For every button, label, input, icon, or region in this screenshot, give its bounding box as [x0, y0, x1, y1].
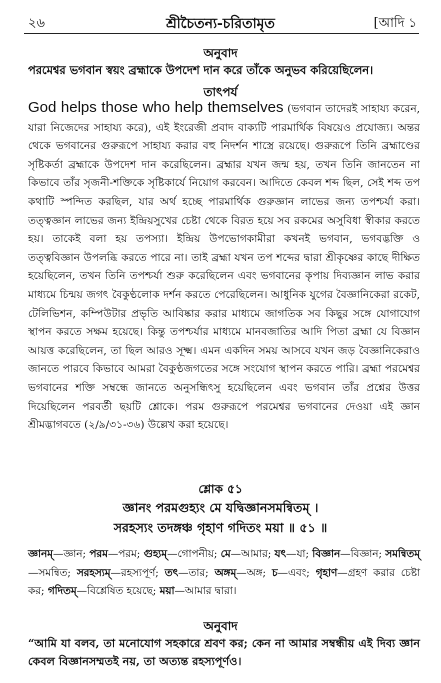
synonym-meaning: বিশ্লেষিত হয়েছে	[87, 585, 153, 598]
synonym-word: মে	[220, 548, 231, 560]
verse-line-2: সরহস্যং তদঙ্গঞ্চ গৃহাণ গদিতং ময়া ॥ ৫১ ॥	[113, 520, 328, 535]
synonym-meaning: সমন্বিত	[38, 566, 68, 579]
page-number: ২৬	[28, 16, 45, 31]
synonym-meaning: গ্রহণ করার চেষ্টা কর	[28, 566, 420, 598]
synonym-meaning: রহস্যপূর্ণ	[120, 566, 156, 579]
synonym-meaning: জ্ঞান	[63, 548, 83, 560]
synonym-word: অঙ্গম্	[214, 566, 237, 579]
synonym-meaning: এবং	[288, 566, 307, 579]
verse-translation: “আমি যা বলব, তা মনোযোগ সহকারে শ্রবণ কর; কেন না আমার সম্বন্ধীয় এই দিব্য জ্ঞান কেবল বিজ্ঞানসম্মতই নয়, তা অত্যন্ত রহস্যপূর্ণও।	[28, 636, 420, 668]
word-meanings: জ্ঞানম্—জ্ঞান; পরম—পরম; গুহ্যম্—গোপনীয়; মে—আমার; যৎ—যা; বিজ্ঞান—বিজ্ঞান; সমন্বিতম্—সমন্বিত; সরহস্যম্—রহস্যপূর্ণ; তৎ—তার; অঙ্গম্—অঙ্গ; চ—এবং; গৃহাণ—গ্রহণ করার চেষ্টা কর; গদিতম্—বিশ্লেষিত হয়েছে; ময়া—আমার দ্বারা।	[28, 548, 420, 598]
purport-text	[28, 99, 420, 477]
purport-body: (ভগবান তাদেরই সাহায্য করেন, যারা নিজেদের সাহায্য করে), এই ইংরেজী প্রবাদ বাক্যটি পারমার্থিক বিষয়েও প্রযোজ্য। অন্তর থেকে ভগবানের গুরুরূপে সাহায্য করার বহু নিদর্শন শাস্ত্রে রয়েছে। গুরুরূপে তিনি ব্রহ্মাণ্ডের সৃষ্টিকর্তা ব্রহ্মাকে উপদেশ দান করেছিলেন। ব্রহ্মার যখন জন্ম হয়, তখন তিনি জানতেন না কিভাবে তাঁর সৃজনী-শক্তিকে সৃষ্টিকার্যে নিয়োগ করবেন। আদিতে কেবল শব্দ ছিল, সেই শব্দ তপ কথাটি স্পন্দিত করছিল, যার অর্থ হচ্ছে পারমার্থিক গুরুজ্ঞান লাভের জন্য তপশ্চর্যা করা। তত্ত্বজ্ঞান লাভের জন্য ইন্দ্রিয়সুখের চেষ্টা থেকে বিরত হয়ে সব রকমের অসুবিধা স্বীকার করতে হয়। তাকেই বলা হয় তপস্যা। ইন্দ্রিয় উপভোগকামীরা কখনই ভগবান, ভগবদ্ভক্তি ও তত্ত্ববিজ্ঞান উপলব্ধি করতে পারে না। তাই ব্রহ্মা যখন তপ শব্দের দ্বারা শ্রীকৃষ্ণের কাছে দীক্ষিত হয়েছিলেন, তখন তিনি তপশ্চর্যা শুরু করেছিলেন এবং ভগবানের কৃপায় দিব্যজ্ঞান লাভ করার মাধ্যমে চিন্ময় জগৎ বৈকুণ্ঠলোক দর্শন করতে পেরেছিলেন। আধুনিক যুগের বৈজ্ঞানিকেরা রকেট, টেলিভিশন, কম্পিউটার প্রভৃতি আবিষ্কার করার মাধ্যমে জাগতিক সব কিছুর সঙ্গে যোগাযোগ স্থাপন করতে সক্ষম হয়েছে। কিন্তু তপশ্চর্যার মাধ্যমে মানবজাতির আদি পিতা ব্রহ্মা যে বিজ্ঞান আয়ত্ত করেছিলেন, তা ছিল আরও সূক্ষ্ম। এমন একদিন সময় আসবে যখন জড় বৈজ্ঞানিকেরাও জানতে পারবে কিভাবে আমরা বৈকুণ্ঠজগতের সঙ্গে সংযোগ স্থাপন করতে পারি। ব্রহ্মা পরমেশ্বর ভগবানের শক্তি সম্বন্ধে জানতে অনুসন্ধিৎসু হয়েছিলেন এবং ভগবান তাঁর প্রশ্নের উত্তর দিয়েছিলেন পরবর্তী ছয়টি শ্লোকে। পরম গুরুরূপে পরমেশ্বর ভগবানের দেওয়া এই জ্ঞান শ্রীমদ্ভাগবতে (২/৯/৩১-৩৬) উল্লেখ করা হয়েছে।	[28, 103, 420, 432]
synonym-word: গদিতম্	[47, 585, 77, 598]
verse-label: শ্লোক ৫১	[198, 482, 243, 496]
translation-heading-2: অনুবাদ	[203, 619, 238, 633]
synonym-meaning: বিজ্ঞান	[350, 548, 379, 560]
synonym-meaning: পরম	[118, 548, 137, 560]
translation-text: পরমেশ্বর ভগবান স্বয়ং ব্রহ্মাকে উপদেশ দান করে তাঁকে অনুভব করিয়েছিলেন।	[28, 63, 374, 77]
synonym-word: তৎ	[164, 566, 179, 579]
english-proverb: God helps those who help themselves	[28, 99, 284, 116]
header-rule	[24, 33, 419, 34]
verse-line-1: জ্ঞানং পরমগুহ্যং মে যদ্বিজ্ঞানসমন্বিতম্ ।	[122, 500, 319, 515]
synonym-meaning: আমার দ্বারা।	[184, 585, 237, 598]
synonym-word: গুহ্যম্	[143, 548, 168, 560]
synonym-word: ময়া	[159, 585, 175, 598]
synonym-word: পরম	[89, 548, 108, 560]
synonym-meaning: যা	[296, 548, 306, 560]
synonym-meaning: তার	[188, 566, 206, 579]
synonym-word: বিজ্ঞান	[312, 548, 341, 560]
running-title: শ্রীচৈতন্য-চরিতামৃত	[166, 16, 275, 32]
synonym-meaning: আমার	[241, 548, 268, 560]
translation-heading: অনুবাদ	[203, 46, 238, 60]
synonym-word: সমন্বিতম্	[385, 548, 420, 560]
synonym-word: গৃহাণ	[315, 566, 338, 579]
synonym-meaning: অঙ্গ	[246, 566, 263, 579]
synonym-word: সরহস্যম্	[76, 566, 111, 579]
synonym-word: চ	[272, 566, 278, 579]
synonym-word: যৎ	[274, 548, 287, 560]
synonym-word: জ্ঞানম্	[28, 548, 53, 560]
purport-heading: তাৎপর্য	[203, 85, 238, 99]
chapter-marker: [আদি ১	[373, 16, 417, 31]
page-header	[0, 0, 441, 36]
synonym-meaning: গোপনীয়	[177, 548, 214, 560]
